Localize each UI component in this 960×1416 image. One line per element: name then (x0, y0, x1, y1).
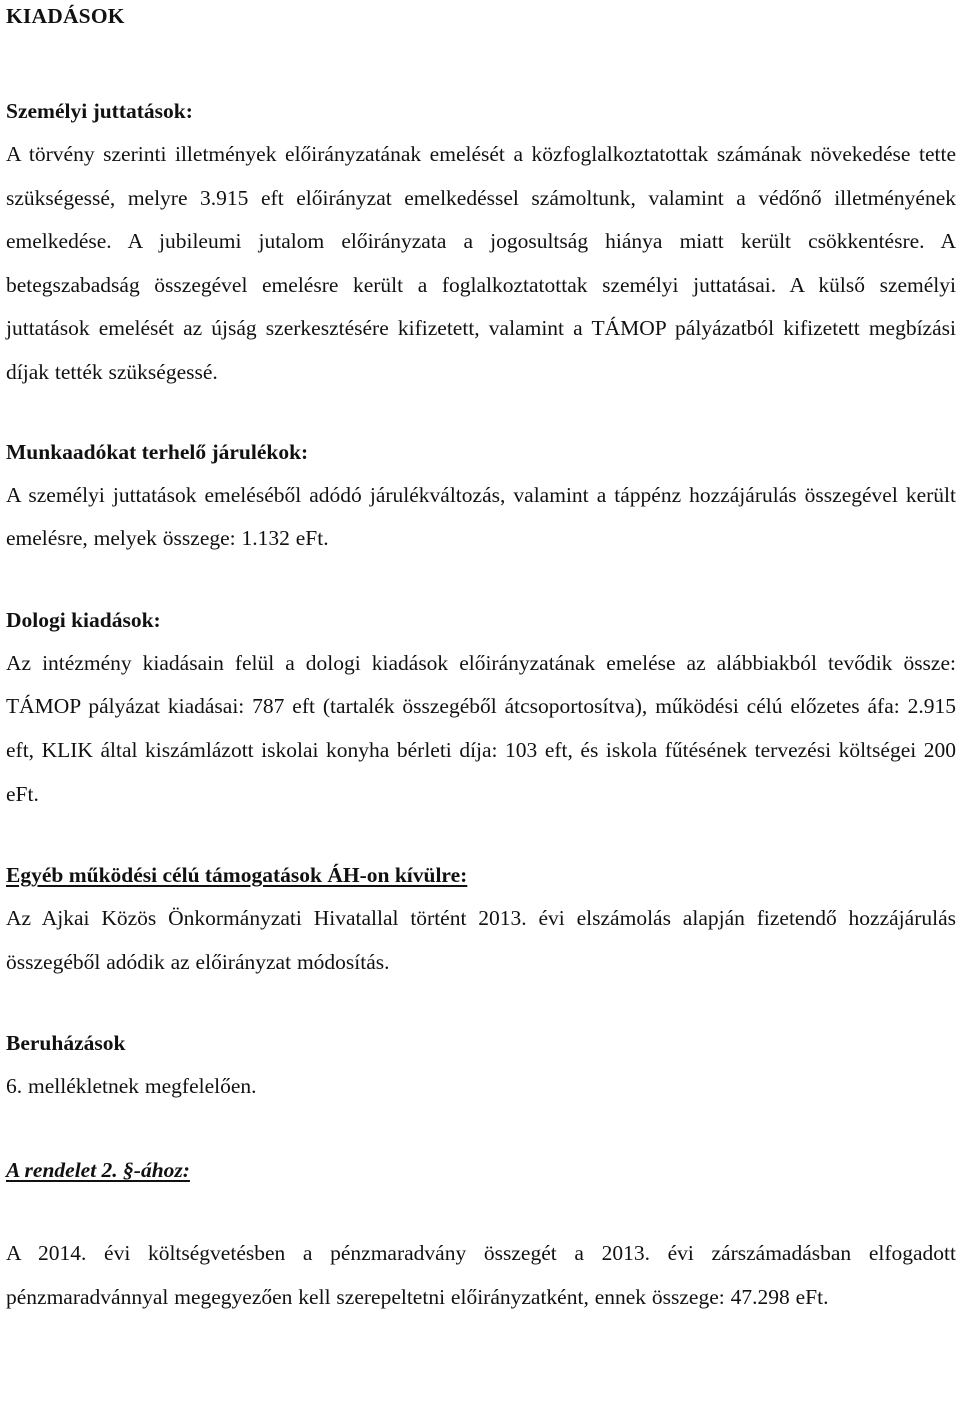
section-heading-beruhazasok: Beruházások (6, 1031, 126, 1056)
section-paragraph-beruhazasok: 6. mellékletnek megfelelően. (6, 1074, 257, 1099)
section-dologi-kiadasok (6, 599, 956, 816)
section-munkaadokat-terhelo-jarulekok (6, 431, 956, 561)
section-paragraph-dologi-kiadasok: Az intézmény kiadásain felül a dologi kiadások előirányzatának emelése az alábbiakból tevődik össze: TÁMOP pályázat kiadásai: 787 eft (tartalék összegéből átcsoportosítva), működési célú előzetes áfa: 2.915 eft, KLIK által kiszámlázott iskolai konyha bérleti díja: 103 eft, és iskola fűtésének tervezési költségei 200 eFt. (6, 650, 956, 806)
section-egyeb-mukodesi-celu-tamogatasok (6, 854, 956, 984)
document-page (6, 0, 956, 1319)
section-paragraph-szemelyi-juttatasok: A törvény szerinti illetmények előirányzatának emelését a közfoglalkoztatottak számának növekedése tette szükségessé, melyre 3.915 eft előirányzat emelkedéssel számoltunk, valamint a védőnő illetményének emelkedése. A jubileumi jutalom előirányzata a jogosultság hiánya miatt került csökkentésre. A betegszabadság összegével emelésre került a foglalkoztatottak személyi juttatásai. A külső személyi juttatások emelését az újság szerkesztésére kifizetett, valamint a TÁMOP pályázatból kifizetett megbízási díjak tették szükségessé. (6, 142, 956, 384)
document-title: KIADÁSOK (6, 4, 125, 28)
section-heading-rendelet-2-paragrafus: A rendelet 2. §-ához: (6, 1157, 190, 1182)
section-heading-szemelyi-juttatasok: Személyi juttatások: (6, 99, 193, 123)
section-heading-dologi-kiadasok: Dologi kiadások: (6, 607, 161, 632)
section-paragraph-rendelet-2-paragrafus: A 2014. évi költségvetésben a pénzmaradvány összegét a 2013. évi zárszámadásban elfogadott pénzmaradvánnyal megegyezően kell szerepeltetni előirányzatként, ennek összege: 47.298 eFt. (6, 1240, 956, 1309)
section-szemelyi-juttatasok (6, 90, 956, 395)
section-beruhazasok (6, 1022, 956, 1109)
section-heading-egyeb-mukodesi-celu-tamogatasok: Egyéb működési célú támogatások ÁH-on kívülre: (6, 863, 468, 888)
section-rendelet-2-paragrafus (6, 1149, 956, 1319)
section-paragraph-munkaadokat-terhelo-jarulekok: A személyi juttatások emeléséből adódó járulékváltozás, valamint a táppénz hozzájárulás összegével került emelésre, melyek összege: 1.132 eFt. (6, 482, 956, 551)
section-paragraph-egyeb-mukodesi-celu-tamogatasok: Az Ajkai Közös Önkormányzati Hivatallal történt 2013. évi elszámolás alapján fizetendő hozzájárulás összegéből adódik az előirányzat módosítás. (6, 906, 956, 974)
section-heading-munkaadokat-terhelo-jarulekok: Munkaadókat terhelő járulékok: (6, 439, 309, 464)
